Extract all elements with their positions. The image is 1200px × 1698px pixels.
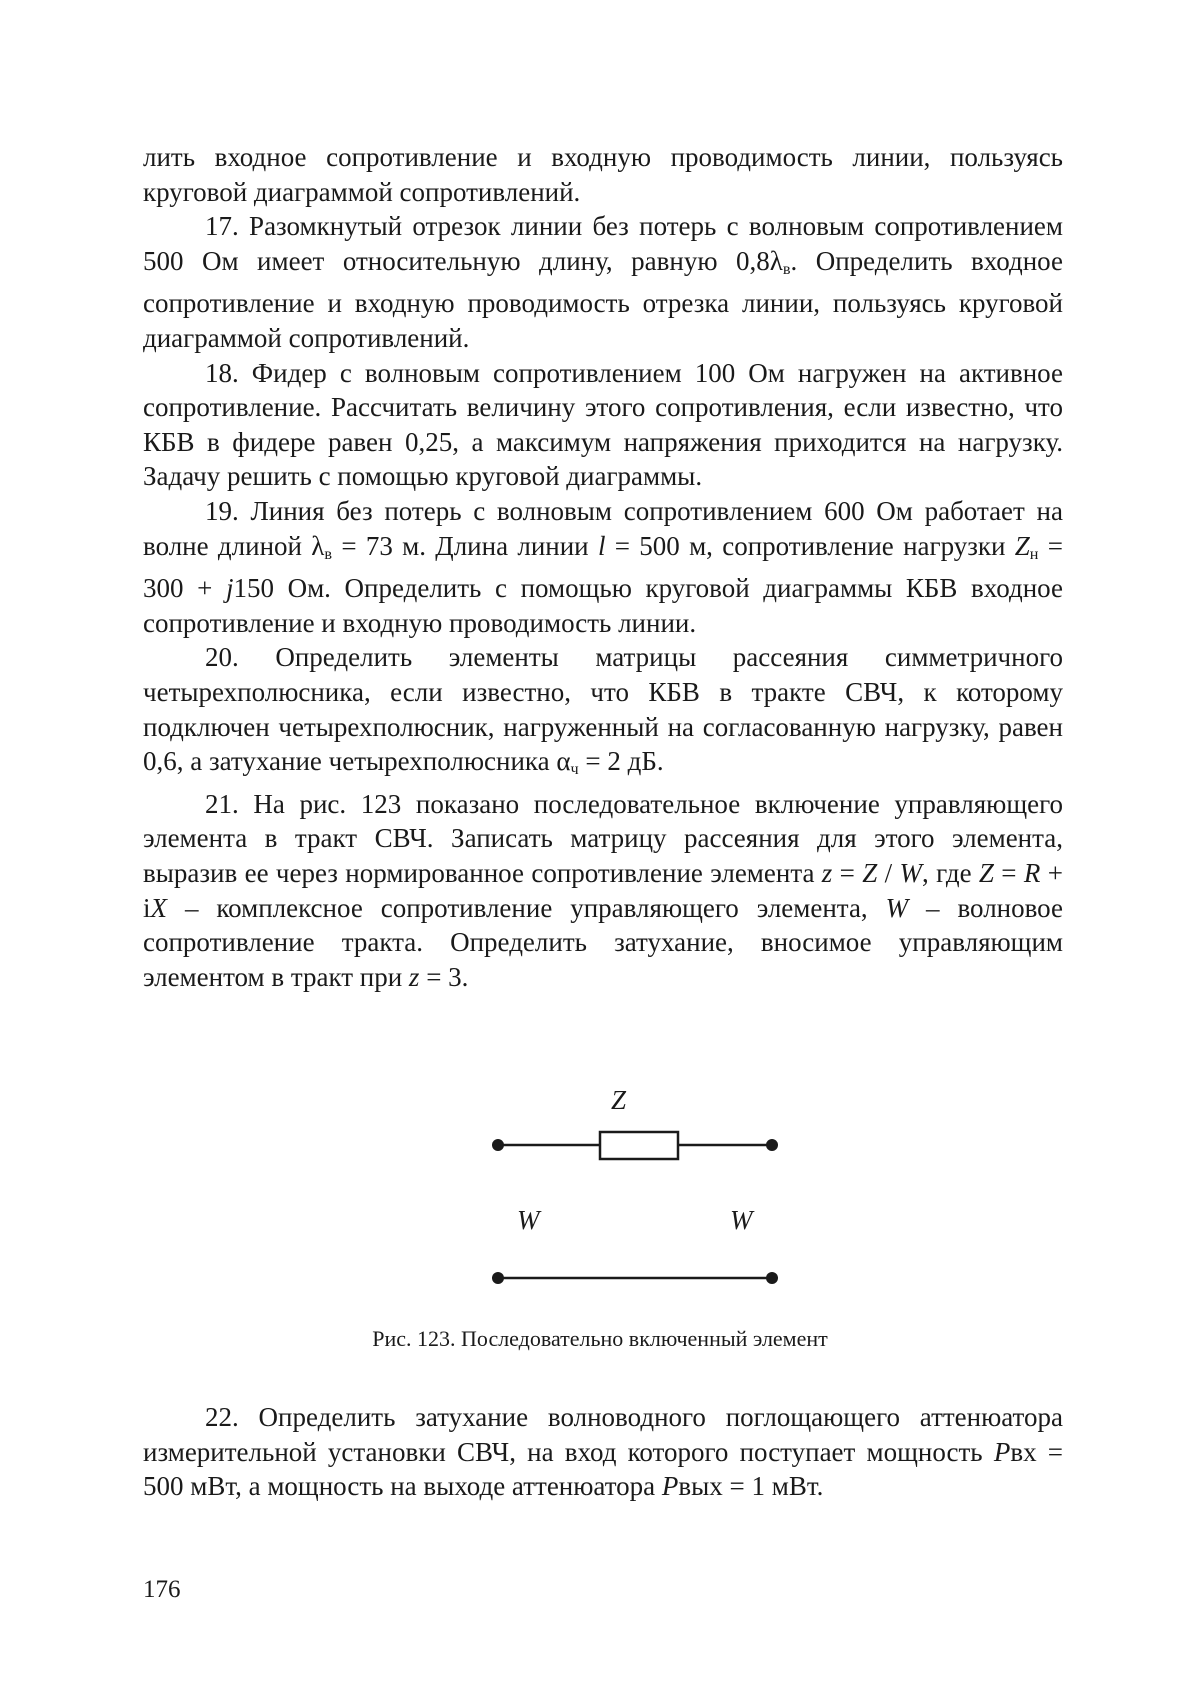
- problem-21-part: – комплексное сопротивление управляющего элемента,: [167, 892, 886, 923]
- problem-22-part: вх = 500 мВт, а мощность на выходе аттенюатора: [143, 1436, 1063, 1502]
- problem-19-part: 150 Ом. Определить с помощью круговой диаграммы КБВ входное сопротивление и входную проводимость линии.: [143, 573, 1063, 638]
- load-subscript: н: [1029, 544, 1039, 563]
- text-block: [143, 140, 1063, 994]
- math-symbol: z: [408, 961, 420, 992]
- problem-22-part: 22. Определить затухание волноводного поглощающего аттенюатора измерительной установки СВЧ, на вход которого поступает мощность: [143, 1402, 1063, 1467]
- problem-21-part: , где: [922, 858, 979, 889]
- figure-123: [480, 1085, 800, 1315]
- element-label: Z: [611, 1085, 627, 1115]
- problem-22-part: вых = 1 мВт.: [678, 1471, 824, 1502]
- math-symbol: Z: [862, 858, 878, 889]
- problem-22-block: [143, 1400, 1063, 1504]
- left-impedance-label: W: [517, 1205, 540, 1235]
- math-symbol: Z: [978, 858, 994, 889]
- terminal-top-left: [492, 1139, 504, 1151]
- problem-22: [143, 1400, 1063, 1504]
- problem-21-part: = 3.: [419, 961, 469, 992]
- page-number: 176: [143, 1576, 181, 1603]
- power-symbol: P: [993, 1436, 1011, 1467]
- math-symbol: W: [899, 858, 922, 889]
- math-symbol: z: [821, 858, 833, 889]
- lambda-symbol: λ: [769, 245, 783, 276]
- problem-21-part: =: [993, 858, 1024, 889]
- problem-20-text: 20. Определить элементы матрицы рассеяния симметричного четырехполюсника, если известно, что КБВ в тракте СВЧ, к которому подключен четырехполюсник, нагруженный на согласованную нагрузку, равен 0,6, а затухание четырехполюсника α: [143, 642, 1063, 777]
- problem-18: 18. Фидер с волновым сопротивлением 100 Ом нагружен на активное сопротивление. Рассчитать величину этого сопротивления, если известно, что КБВ в фидере равен 0,25, а максимум напряжения приходится на нагрузку. Задачу решить с помощью круговой диаграммы.: [143, 357, 1063, 492]
- terminal-bottom-right: [766, 1272, 778, 1284]
- right-impedance-label: W: [730, 1205, 753, 1235]
- problem-21-part: + i: [143, 858, 1063, 923]
- terminal-top-right: [766, 1139, 778, 1151]
- problem-19-part: = 500 м, сопротивление нагрузки: [605, 530, 1015, 561]
- math-symbol: X: [150, 892, 168, 923]
- lambda-subscript: в: [782, 259, 791, 278]
- problem-21-part: – волновое сопротивление тракта. Определить затухание, вносимое управляющим элементом в тракт при: [143, 892, 1063, 992]
- math-symbol: W: [885, 892, 909, 923]
- lambda-subscript: в: [324, 544, 333, 563]
- length-symbol: l: [597, 530, 606, 561]
- math-symbol: R: [1023, 858, 1041, 889]
- problem-21: [143, 787, 1063, 995]
- problem-21-part: /: [877, 858, 900, 889]
- paragraph-16-continuation: лить входное сопротивление и входную проводимость линии, пользуясь круговой диаграммой сопротивлений.: [143, 142, 1063, 207]
- power-symbol: P: [661, 1471, 679, 1502]
- problem-17: [143, 209, 1063, 355]
- problem-19-part: = 300 +: [143, 530, 1063, 604]
- figure-caption: Рис. 123. Последовательно включенный элемент: [372, 1326, 828, 1351]
- problem-17-text: 17. Разомкнутый отрезок линии без потерь с волновым сопротивлением 500 Ом имеет относительную длину, равную 0,8: [143, 211, 1063, 276]
- problem-21-part: 21. На рис. 123 показано последовательное включение управляющего элемента в тракт СВЧ. Записать матрицу рассеяния для этого элемента, выразив ее через нормированное сопротивление элемента: [143, 788, 1063, 889]
- problem-20: [143, 640, 1063, 786]
- series-element: [600, 1132, 678, 1159]
- problem-19: [143, 494, 1063, 640]
- problem-17-text-after: . Определить входное сопротивление и входную проводимость отрезка линии, пользуясь круговой диаграммой сопротивлений.: [143, 245, 1063, 354]
- j-symbol: j: [225, 573, 234, 604]
- circuit-diagram: [480, 1085, 800, 1315]
- alpha-subscript: ч: [570, 760, 579, 779]
- problem-19-part: = 73 м. Длина линии: [332, 530, 598, 561]
- problem-19-part: 19. Линия без потерь с волновым сопротивлением 600 Ом работает на волне длиной: [143, 495, 1063, 561]
- terminal-bottom-left: [492, 1272, 504, 1284]
- problem-20-text-after: = 2 дБ.: [578, 746, 664, 777]
- problem-21-part: =: [832, 858, 863, 889]
- lambda-symbol: λ: [311, 530, 325, 561]
- load-impedance-symbol: Z: [1014, 530, 1030, 561]
